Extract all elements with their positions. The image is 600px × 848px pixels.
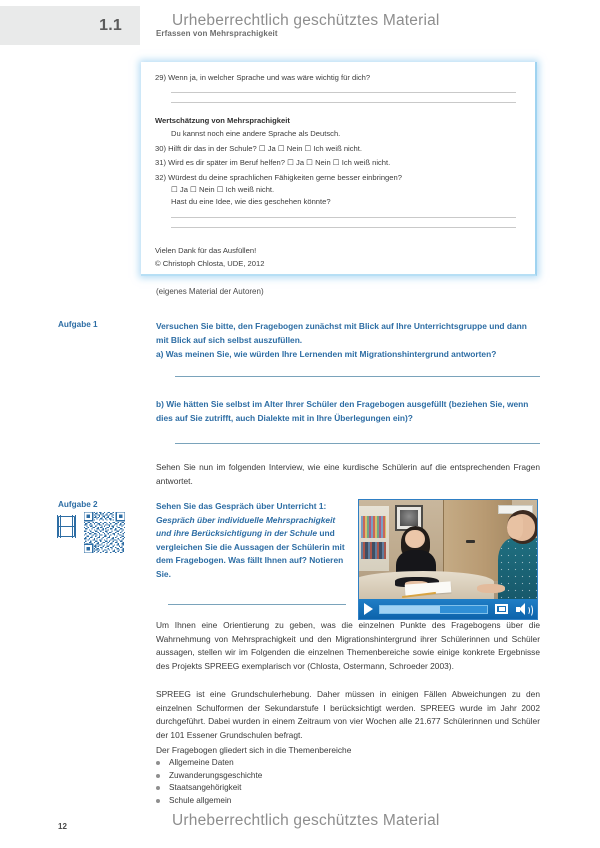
- questionnaire-section-intro: Du kannst noch eine andere Sprache als Deutsch.: [171, 129, 341, 139]
- answer-line: [175, 443, 540, 444]
- questionnaire-card: [141, 62, 537, 276]
- task-1-body: [156, 320, 540, 362]
- list-item: [156, 757, 262, 770]
- watermark-bottom: Urheberrechtlich geschütztes Material: [172, 812, 440, 829]
- questionnaire-thanks: Vielen Dank für das Ausfüllen!: [155, 245, 257, 255]
- answer-line: [171, 92, 516, 93]
- watermark-top: Urheberrechtlich geschütztes Material: [172, 12, 440, 29]
- volume-icon[interactable]: [516, 603, 532, 616]
- video-thumbnail: [359, 500, 537, 599]
- bullet-icon: [156, 799, 160, 803]
- bullet-icon: [156, 774, 160, 778]
- task-2-text-italic: Gespräch über individuelle Mehrsprachigkeit und ihre Berücksichtigung in der Schule: [156, 514, 336, 539]
- qr-code-icon[interactable]: [84, 512, 125, 553]
- play-icon[interactable]: [364, 603, 373, 615]
- question-30: 30) Hilft dir das in der Schule? ☐ Ja ☐ Nein ☐ Ich weiß nicht.: [155, 143, 362, 153]
- answer-line: [168, 604, 346, 605]
- seek-bar[interactable]: [379, 605, 488, 614]
- question-32: 32) Würdest du deine sprachlichen Fähigkeiten gerne besser einbringen?: [155, 172, 402, 182]
- list-intro: Der Fragebogen gliedert sich in die Themenbereiche: [156, 745, 352, 755]
- page-number: 12: [58, 822, 67, 831]
- list-item: [156, 782, 262, 795]
- list-item-label: Allgemeine Daten: [169, 758, 234, 767]
- list-item: [156, 795, 262, 808]
- page-subtitle: Erfassen von Mehrsprachigkeit: [156, 29, 278, 38]
- bullet-icon: [156, 761, 160, 765]
- task-1-label: Aufgabe 1: [58, 320, 98, 329]
- source-note: (eigenes Material der Autoren): [156, 287, 264, 296]
- question-31: 31) Wird es dir später im Beruf helfen? ☐ Ja ☐ Nein ☐ Ich weiß nicht.: [155, 158, 391, 168]
- topic-list: [156, 757, 262, 807]
- body-paragraph-2: SPREEG ist eine Grundschulerhebung. Daher müssen in einigen Fällen Abweichungen zu den einzelnen Schulformen der Sekundarstufe I berücksichtigt werden. SPREEG wurde im Jahr 2002 durchgeführt. Dabei wurden in einem Zeitraum von vier Wochen alle 21.677 Schülerinnen und Schüler der 101 Essener Grundschulen befragt.: [156, 689, 540, 741]
- list-item-label: Schule allgemein: [169, 795, 232, 805]
- question-29: 29) Wenn ja, in welcher Sprache und was wäre wichtig für dich?: [155, 73, 371, 82]
- task-2-text-part1: Sehen Sie das Gespräch über Unterricht 1:: [156, 501, 327, 511]
- questionnaire-section-heading: Wertschätzung von Mehrsprachigkeit: [155, 116, 290, 126]
- task-2-text-part2: und vergleichen Sie die Aussagen der Schülerin mit dem Fragebogen. Was fällt Ihnen auf? Notieren Sie.: [156, 528, 345, 579]
- body-paragraph-1: Um Ihnen eine Orientierung zu geben, was die einzelnen Punkte des Fragebogens über die Wahrnehmung von Mehrsprachigkeit und den Migrationshintergrund ihrer Schülerinnen und Schüler aussagen, stellen wir im Folgenden die einzelnen Themenbereiche sowie einige konkrete Ergebnisse des Projekts SPREEG exemplarisch vor (Chlosta, Ostermann, Schroeder 2003).: [156, 620, 540, 672]
- film-icon: [58, 516, 75, 537]
- chapter-number: 1.1: [99, 16, 122, 34]
- questionnaire-copyright: © Christoph Chlosta, UDE, 2012: [155, 258, 265, 268]
- list-item: [156, 770, 262, 783]
- bullet-icon: [156, 786, 160, 790]
- list-item-label: Zuwanderungsgeschichte: [169, 770, 263, 780]
- question-32-followup: Hast du eine Idee, wie dies geschehen könnte?: [171, 197, 331, 207]
- task-1-item-a: a) Was meinen Sie, wie würden Ihre Lernenden mit Migrationshintergrund antworten?: [156, 349, 497, 360]
- question-32-options: ☐ Ja ☐ Nein ☐ Ich weiß nicht.: [171, 185, 275, 195]
- list-item-label: Staatsangehörigkeit: [169, 783, 242, 793]
- task-2-label: Aufgabe 2: [58, 500, 98, 509]
- fullscreen-icon[interactable]: [495, 604, 508, 614]
- task-1-intro: Versuchen Sie bitte, den Fragebogen zunächst mit Blick auf Ihre Unterrichtsgruppe und dann mit Blick auf sich selbst auszufüllen.: [156, 321, 527, 345]
- seek-progress: [380, 606, 440, 613]
- answer-line: [171, 217, 516, 218]
- answer-line: [175, 376, 540, 377]
- video-player[interactable]: [358, 499, 538, 620]
- video-control-bar[interactable]: [359, 599, 537, 619]
- task-1-item-b: b) Wie hätten Sie selbst im Alter Ihrer Schüler den Fragebogen ausgefüllt (beziehen Sie, wenn dies auf Sie zutrifft, auch Dialekte mit in Ihre Überlegungen ein)?: [156, 399, 529, 423]
- interview-intro-paragraph: Sehen Sie nun im folgenden Interview, wie eine kurdische Schülerin auf die entsprechenden Fragen antwortet.: [156, 462, 540, 486]
- task-2-body: [156, 500, 346, 582]
